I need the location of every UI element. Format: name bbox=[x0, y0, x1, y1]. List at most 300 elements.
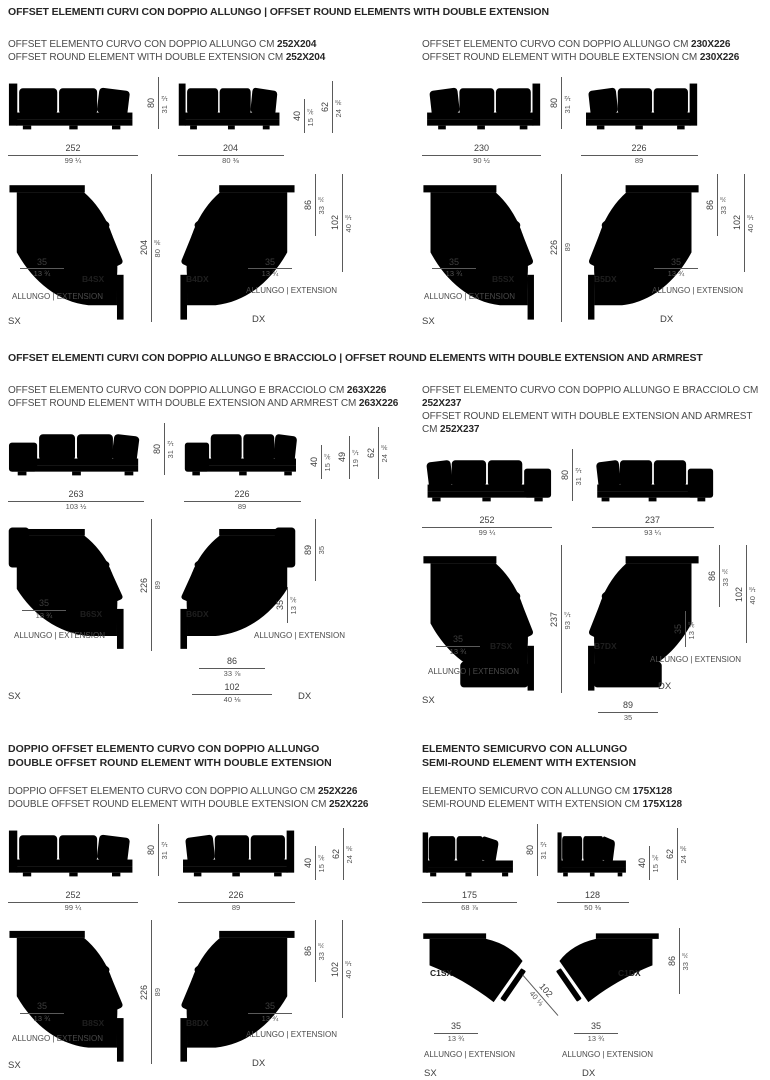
block-titles bbox=[422, 785, 762, 811]
dim-in: 80 ⅜ bbox=[222, 156, 239, 166]
depth-dim bbox=[140, 920, 162, 1064]
front-view-group bbox=[184, 423, 301, 511]
title-size: 263X226 bbox=[358, 397, 399, 409]
dim-in: 24 ⅜ bbox=[334, 97, 343, 118]
dim-line bbox=[649, 846, 650, 880]
dim-line bbox=[342, 920, 343, 1018]
front-views-row bbox=[422, 449, 762, 537]
dim-cm: 252 bbox=[479, 515, 495, 526]
dim-cm: 80 bbox=[152, 443, 162, 454]
section3b-header-line1: ELEMENTO SEMICURVO CON ALLUNGO bbox=[422, 743, 628, 756]
title-prefix: OFFSET ROUND ELEMENT WITH DOUBLE EXTENSION CM bbox=[422, 52, 700, 64]
dim-in: 13 ¾ bbox=[261, 1014, 279, 1024]
title-prefix: OFFSET ELEMENTO CURVO CON DOPPIO ALLUNGO E BRACCIOLO CM bbox=[8, 384, 347, 396]
title-prefix: SEMI-ROUND ELEMENT WITH EXTENSION CM bbox=[422, 798, 643, 810]
title-prefix: DOPPIO OFFSET ELEMENTO CURVO CON DOPPIO ALLUNGO CM bbox=[8, 785, 318, 797]
allungo-label: ALLUNGO | EXTENSION bbox=[12, 1034, 103, 1044]
block-title-en bbox=[422, 798, 762, 811]
dim-in: 13 ¾ bbox=[587, 1034, 605, 1044]
front-view-group bbox=[8, 824, 138, 912]
dim-in: 13 ¾ bbox=[667, 269, 685, 279]
front-view-drawing bbox=[184, 423, 301, 481]
model-code-dx: C1DX bbox=[618, 968, 641, 979]
dim-cm: 35 bbox=[450, 1021, 461, 1032]
dim-in: 89 bbox=[231, 902, 241, 912]
front-view-group bbox=[422, 824, 517, 912]
sx-label: SX bbox=[422, 695, 435, 707]
dim-cm: 35 bbox=[448, 256, 459, 267]
title-prefix: OFFSET ROUND ELEMENT WITH DOUBLE EXTENSION CM bbox=[8, 52, 286, 64]
dx-label: DX bbox=[252, 313, 266, 325]
block-titles bbox=[422, 38, 762, 64]
front-views-row bbox=[422, 824, 762, 912]
model-code-sx: C1SX bbox=[430, 968, 453, 979]
model-code-sx: B6SX bbox=[80, 609, 103, 620]
height-dims-stack bbox=[293, 77, 343, 133]
dim-in: 50 ⅜ bbox=[584, 902, 601, 912]
dim-in: 40 ⅛ bbox=[343, 212, 353, 233]
block-title-en bbox=[8, 51, 400, 64]
dim-line bbox=[677, 828, 678, 880]
title-prefix: OFFSET ELEMENTO CURVO CON DOPPIO ALLUNGO E BRACCIOLO CM bbox=[422, 384, 759, 396]
section2-header: OFFSET ELEMENTI CURVI CON DOPPIO ALLUNGO E BRACCIOLO | OFFSET ROUND ELEMENTS WITH DOUBLE EXTENSION AND ARMREST bbox=[8, 351, 703, 364]
section3a-header-line2: DOUBLE OFFSET ROUND ELEMENT WITH DOUBLE EXTENSION bbox=[8, 757, 332, 770]
dim-in: 33 ⅞ bbox=[721, 566, 730, 587]
dim-in: 24 ⅜ bbox=[679, 844, 688, 864]
height-dim bbox=[153, 423, 175, 475]
dim-line bbox=[315, 920, 316, 982]
depth-dim bbox=[140, 519, 162, 651]
front-view-group bbox=[178, 77, 284, 165]
dim-cm: 237 bbox=[644, 515, 661, 526]
section3b-header-line2: SEMI-ROUND ELEMENT WITH EXTENSION bbox=[422, 757, 637, 770]
dim-in: 99 ¼ bbox=[64, 902, 82, 912]
side-dim bbox=[331, 920, 353, 1018]
dim-line bbox=[342, 174, 343, 272]
dim-in: 31 ½ bbox=[574, 465, 583, 485]
extension-dim-dx bbox=[654, 258, 698, 279]
model-code-dx: B4DX bbox=[186, 273, 209, 284]
block-titles bbox=[422, 384, 762, 437]
dim-line bbox=[572, 449, 573, 501]
dim-line bbox=[151, 174, 152, 322]
dim-in: 103 ½ bbox=[65, 501, 87, 511]
height-dim bbox=[561, 449, 583, 501]
dim-cm: 102 bbox=[733, 586, 744, 602]
model-code-sx: B5SX bbox=[492, 273, 515, 284]
block-title-it bbox=[8, 785, 400, 798]
dx-label: DX bbox=[298, 691, 312, 703]
dx-label: DX bbox=[582, 1068, 596, 1080]
height-dim bbox=[310, 445, 332, 479]
dim-in: 89 bbox=[634, 156, 644, 166]
dim-cm: 226 bbox=[139, 984, 149, 1000]
dim-in: 13 ¾ bbox=[687, 619, 696, 640]
plan-views-row bbox=[8, 519, 400, 711]
allungo-label: ALLUNGO | EXTENSION bbox=[424, 291, 515, 301]
dim-cm: 80 bbox=[560, 470, 570, 481]
front-view-group bbox=[8, 77, 138, 165]
dim-in: 89 bbox=[153, 988, 162, 997]
dim-cm: 35 bbox=[36, 256, 47, 267]
dim-cm: 86 bbox=[705, 199, 715, 210]
dim-cm: 35 bbox=[452, 634, 463, 645]
dim-cm: 86 bbox=[707, 571, 717, 582]
dim-in: 15 ¾ bbox=[316, 853, 326, 873]
dim-in: 13 ¾ bbox=[33, 1014, 51, 1024]
dim-cm: 80 bbox=[146, 845, 156, 856]
dim-in: 24 ⅜ bbox=[345, 844, 354, 864]
dim-line bbox=[434, 1033, 478, 1034]
dim-line bbox=[332, 81, 333, 133]
front-view-drawing bbox=[422, 824, 517, 882]
armrest-depth-dim bbox=[304, 519, 326, 581]
side-dim bbox=[735, 545, 757, 643]
allungo-label: ALLUNGO | EXTENSION bbox=[428, 667, 519, 677]
dim-line bbox=[315, 846, 316, 880]
dim-cm: 35 bbox=[36, 1001, 47, 1012]
front-view-group bbox=[422, 449, 552, 537]
title-size: 230X226 bbox=[690, 39, 731, 50]
width-dim bbox=[8, 144, 138, 165]
height-dim bbox=[147, 824, 169, 876]
dim-cm: 204 bbox=[222, 143, 239, 154]
plan-views-row bbox=[422, 920, 762, 1080]
section1-header: OFFSET ELEMENTI CURVI CON DOPPIO ALLUNGO | OFFSET ROUND ELEMENTS WITH DOUBLE EXTENSION bbox=[8, 6, 549, 18]
front-view-drawing bbox=[592, 449, 714, 507]
depth-dim bbox=[550, 174, 572, 322]
plan-views-row bbox=[8, 174, 400, 328]
front-views-row bbox=[8, 824, 400, 912]
dim-in: 68 ⅞ bbox=[461, 902, 478, 912]
dim-cm: 62 bbox=[320, 102, 330, 113]
dim-cm: 86 bbox=[667, 956, 677, 967]
bottom-dim bbox=[598, 701, 658, 722]
dim-in: 13 ¾ bbox=[33, 269, 51, 279]
dim-cm: 86 bbox=[303, 199, 313, 210]
dim-cm: 226 bbox=[228, 890, 244, 901]
extension-dim-dx bbox=[276, 587, 298, 623]
front-view-drawing bbox=[8, 824, 138, 882]
dim-cm: 204 bbox=[139, 240, 149, 256]
extension-dim-dx bbox=[248, 258, 292, 279]
side-dim bbox=[331, 174, 353, 272]
height-dim bbox=[367, 427, 389, 479]
dim-in: 35 bbox=[317, 545, 326, 555]
block-title-en bbox=[422, 410, 762, 436]
dim-line bbox=[343, 828, 344, 880]
title-prefix: OFFSET ROUND ELEMENT WITH DOUBLE EXTENSION AND ARMREST CM bbox=[8, 397, 359, 409]
height-dim bbox=[293, 99, 315, 133]
dim-in: 35 bbox=[623, 713, 633, 723]
dim-cm: 35 bbox=[590, 1021, 601, 1032]
width-dim bbox=[422, 891, 517, 912]
dim-in: 40 ⅛ bbox=[747, 584, 757, 605]
dim-in: 31 ½ bbox=[539, 840, 548, 860]
dim-cm: 102 bbox=[224, 682, 240, 693]
dim-in: 33 ⅞ bbox=[317, 941, 326, 961]
model-code-sx: B4SX bbox=[82, 273, 105, 284]
side-dim bbox=[304, 174, 326, 236]
title-size: 175X128 bbox=[642, 798, 682, 810]
section2-columns bbox=[8, 364, 762, 728]
dim-line bbox=[746, 545, 747, 643]
allungo-label: ALLUNGO | EXTENSION bbox=[14, 631, 105, 641]
front-view-drawing bbox=[581, 77, 698, 135]
dim-line bbox=[20, 1013, 64, 1014]
dx-label: DX bbox=[660, 313, 674, 325]
depth-dim bbox=[140, 174, 162, 322]
height-dim bbox=[304, 846, 326, 880]
side-dims bbox=[304, 174, 352, 272]
extension-dim-dx bbox=[574, 1022, 618, 1043]
title-size: 252X237 bbox=[440, 424, 480, 436]
allungo-label: ALLUNGO | EXTENSION bbox=[562, 1050, 653, 1060]
front-view-drawing bbox=[8, 77, 138, 135]
plan-view-dx-drawing bbox=[576, 174, 700, 322]
dim-in: 40 ⅛ bbox=[343, 959, 353, 979]
dim-line bbox=[321, 445, 322, 479]
dx-label: DX bbox=[658, 681, 672, 693]
height-dim bbox=[147, 77, 169, 129]
plan-view-dx-drawing bbox=[550, 926, 660, 1012]
dim-line bbox=[685, 611, 686, 647]
dim-cm: 226 bbox=[549, 240, 559, 256]
dx-label: DX bbox=[252, 1058, 266, 1070]
dim-in: 89 bbox=[563, 243, 572, 252]
dim-cm: 226 bbox=[631, 143, 647, 154]
product-block-b7 bbox=[422, 364, 762, 728]
product-block-b4 bbox=[8, 18, 400, 328]
allungo-label: ALLUNGO | EXTENSION bbox=[652, 285, 743, 295]
allungo-label: ALLUNGO | EXTENSION bbox=[246, 285, 337, 295]
extension-dim-sx bbox=[432, 258, 476, 279]
dim-cm: 175 bbox=[461, 890, 478, 901]
extension-dim-dx bbox=[248, 1002, 292, 1023]
dim-line bbox=[164, 423, 165, 475]
dim-in: 93 ¼ bbox=[563, 609, 572, 630]
dim-in: 33 ⅞ bbox=[719, 194, 728, 215]
width-dim bbox=[581, 144, 698, 165]
product-block-b5 bbox=[422, 18, 762, 328]
dim-cm: 35 bbox=[673, 624, 683, 635]
dim-in: 13 ¾ bbox=[35, 610, 53, 620]
dim-cm: 252 bbox=[65, 143, 81, 154]
front-view-drawing bbox=[422, 77, 541, 135]
dim-cm: 62 bbox=[331, 849, 341, 860]
product-block-b8 bbox=[8, 743, 400, 1074]
block-titles bbox=[8, 38, 400, 64]
dim-in: 33 ⅞ bbox=[223, 668, 241, 678]
allungo-label: ALLUNGO | EXTENSION bbox=[254, 631, 345, 641]
width-dim bbox=[592, 516, 714, 537]
block-title-en bbox=[8, 397, 400, 410]
side-dims bbox=[708, 545, 756, 643]
front-view-drawing bbox=[178, 77, 284, 135]
title-prefix: OFFSET ROUND ELEMENT WITH DOUBLE EXTENSION AND ARMREST CM bbox=[422, 410, 753, 436]
bottom-dim-1 bbox=[199, 657, 265, 678]
block-title-en bbox=[8, 798, 400, 811]
side-dim bbox=[706, 174, 728, 236]
dim-cm: 252 bbox=[65, 890, 81, 901]
dim-line bbox=[304, 99, 305, 133]
extension-dim-sx bbox=[20, 1002, 64, 1023]
side-dims bbox=[706, 174, 754, 272]
dim-cm: 226 bbox=[234, 488, 250, 499]
dim-in: 99 ¼ bbox=[64, 156, 82, 166]
dim-in: 15 ¾ bbox=[650, 853, 660, 873]
dim-cm: 62 bbox=[365, 447, 376, 458]
side-dims bbox=[304, 920, 352, 1018]
title-prefix: OFFSET ELEMENTO CURVO CON DOPPIO ALLUNGO CM bbox=[422, 39, 691, 50]
dim-cm: 86 bbox=[226, 656, 237, 667]
dim-in: 90 ½ bbox=[473, 156, 490, 166]
front-view-group bbox=[592, 449, 714, 537]
block-title-it bbox=[8, 38, 400, 51]
title-size: 230X226 bbox=[699, 52, 740, 64]
front-view-drawing bbox=[8, 423, 144, 481]
width-dim bbox=[422, 516, 552, 537]
dim-cm: 35 bbox=[275, 600, 285, 611]
sx-label: SX bbox=[424, 1068, 437, 1080]
dim-in: 31 ½ bbox=[166, 439, 175, 459]
dim-cm: 89 bbox=[622, 700, 633, 711]
dim-in: 80 ⅜ bbox=[153, 237, 162, 258]
dim-cm: 89 bbox=[303, 545, 313, 556]
dim-cm: 102 bbox=[329, 961, 340, 977]
depth-dim bbox=[550, 545, 572, 693]
bottom-dim-2 bbox=[192, 683, 272, 704]
front-view-group bbox=[557, 824, 629, 912]
title-size: 252X204 bbox=[276, 39, 317, 50]
dim-line bbox=[248, 1013, 292, 1014]
model-code-sx: B7SX bbox=[490, 641, 513, 652]
title-size: 252X226 bbox=[329, 798, 369, 810]
width-dim bbox=[8, 490, 144, 511]
dim-line bbox=[561, 174, 562, 322]
allungo-label: ALLUNGO | EXTENSION bbox=[12, 291, 103, 301]
width-dim bbox=[184, 490, 301, 511]
height-dims-stack bbox=[638, 824, 688, 880]
front-view-drawing bbox=[557, 824, 629, 882]
side-dim bbox=[733, 174, 755, 272]
title-prefix: ELEMENTO SEMICURVO CON ALLUNGO CM bbox=[422, 785, 633, 797]
extension-dim-dx bbox=[674, 611, 696, 647]
dim-cm: 226 bbox=[139, 577, 149, 593]
title-prefix: OFFSET ELEMENTO CURVO CON DOPPIO ALLUNGO CM bbox=[8, 39, 277, 50]
title-size: 263X226 bbox=[346, 384, 387, 396]
sx-label: SX bbox=[8, 1060, 21, 1072]
section3-columns bbox=[8, 743, 762, 1080]
height-dim bbox=[638, 846, 660, 880]
dim-in: 33 ⅞ bbox=[317, 194, 326, 215]
section3a-header-line1: DOPPIO OFFSET ELEMENTO CURVO CON DOPPIO ALLUNGO bbox=[8, 743, 320, 756]
dim-in: 15 ¾ bbox=[305, 106, 315, 127]
dim-line bbox=[679, 928, 680, 994]
dim-in: 24 ⅜ bbox=[379, 443, 389, 463]
dim-cm: 35 bbox=[38, 598, 49, 609]
dim-in: 13 ¾ bbox=[261, 269, 279, 279]
dim-line bbox=[574, 1033, 618, 1034]
dim-in: 15 ¾ bbox=[322, 452, 332, 472]
height-dim bbox=[550, 77, 572, 129]
height-dim bbox=[666, 828, 688, 880]
height-dim bbox=[332, 828, 354, 880]
dim-cm: 230 bbox=[473, 143, 490, 154]
sx-label: SX bbox=[8, 691, 21, 703]
front-view-group bbox=[422, 77, 541, 165]
dim-cm: 40 bbox=[636, 858, 647, 869]
dim-cm: 80 bbox=[525, 845, 535, 856]
dim-line bbox=[744, 174, 745, 272]
dim-in: 40 ⅛ bbox=[527, 989, 546, 1008]
dim-line bbox=[158, 824, 159, 876]
dim-cm: 237 bbox=[549, 611, 559, 627]
dim-cm: 40 bbox=[291, 111, 302, 122]
dim-line bbox=[151, 920, 152, 1064]
plan-view-dx-drawing bbox=[168, 174, 296, 322]
extension-dim-sx bbox=[20, 258, 64, 279]
product-block-c1 bbox=[422, 743, 762, 1080]
dim-line bbox=[719, 545, 720, 607]
plan-views-row bbox=[8, 920, 400, 1074]
dim-in: 13 ¾ bbox=[445, 269, 463, 279]
dim-cm: 80 bbox=[146, 98, 156, 109]
title-size: 252X204 bbox=[285, 52, 326, 64]
front-view-drawing bbox=[422, 449, 552, 507]
front-view-group bbox=[178, 824, 295, 912]
plan-views-row bbox=[422, 545, 762, 727]
dim-in: 31 ½ bbox=[160, 93, 169, 114]
front-views-row bbox=[8, 423, 400, 511]
side-dim bbox=[668, 928, 690, 994]
dim-line bbox=[158, 77, 159, 129]
dim-in: 31 ½ bbox=[563, 93, 572, 114]
dim-in: 13 ¾ bbox=[449, 647, 467, 657]
dim-cm: 40 bbox=[308, 456, 319, 467]
dim-line bbox=[315, 174, 316, 236]
height-dim bbox=[338, 436, 360, 479]
extension-dim-sx bbox=[436, 635, 480, 656]
dim-in: 93 ¼ bbox=[644, 528, 661, 538]
dim-cm: 49 bbox=[337, 452, 347, 463]
dim-line bbox=[349, 436, 350, 479]
dim-in: 13 ¾ bbox=[289, 595, 298, 615]
sx-label: SX bbox=[422, 315, 435, 327]
dim-cm: 263 bbox=[68, 488, 84, 499]
front-view-group bbox=[8, 423, 144, 511]
dim-cm: 102 bbox=[329, 215, 340, 231]
dim-line bbox=[151, 519, 152, 651]
dim-in: 89 bbox=[237, 501, 247, 511]
side-dim bbox=[304, 920, 326, 982]
width-dim bbox=[178, 891, 295, 912]
dim-in: 40 ⅛ bbox=[223, 694, 241, 704]
dim-cm: 102 bbox=[537, 981, 555, 1000]
title-size: 175X128 bbox=[632, 785, 673, 797]
height-dim bbox=[321, 81, 343, 133]
block-titles bbox=[8, 384, 400, 410]
plan-view-dx-drawing bbox=[168, 920, 296, 1064]
front-view-group bbox=[581, 77, 698, 165]
allungo-label: ALLUNGO | EXTENSION bbox=[424, 1050, 515, 1060]
extension-dim-sx bbox=[22, 599, 66, 620]
title-size: 252X226 bbox=[317, 785, 358, 797]
dim-in: 99 ¼ bbox=[478, 528, 496, 538]
side-dim bbox=[708, 545, 730, 607]
model-code-dx: B8DX bbox=[186, 1018, 209, 1029]
block-title-it bbox=[422, 384, 762, 410]
